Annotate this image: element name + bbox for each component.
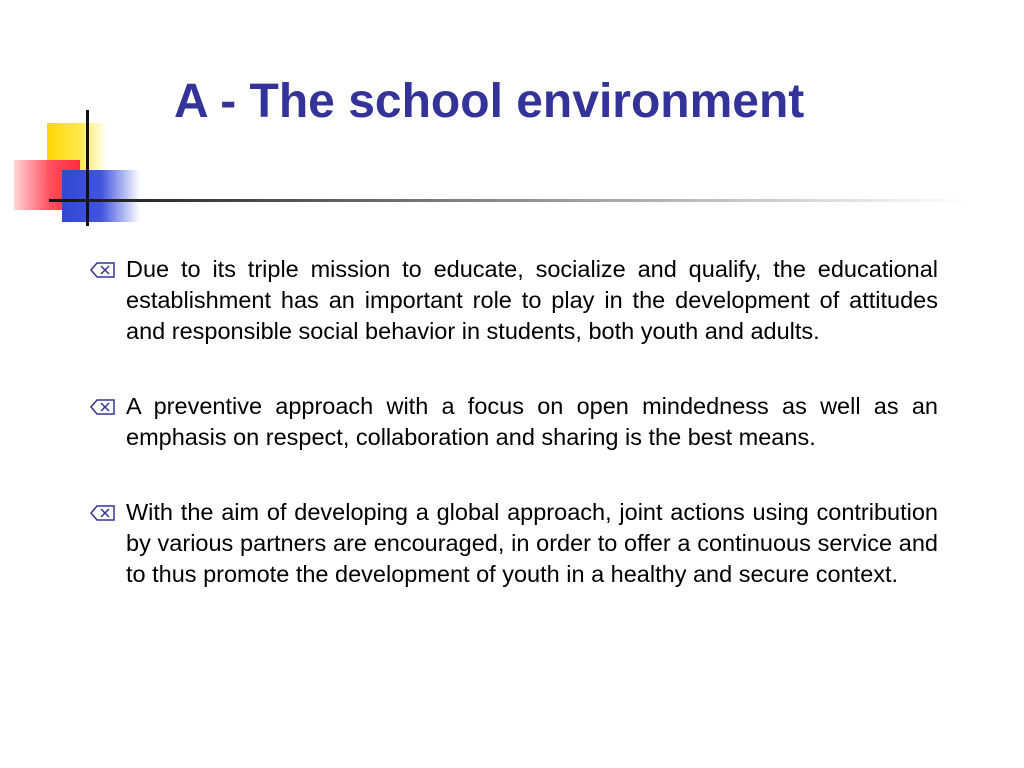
boxed-x-arrow-icon	[90, 497, 126, 521]
bullet-item	[90, 391, 938, 453]
bullet-item	[90, 497, 938, 590]
boxed-x-arrow-icon	[90, 254, 126, 278]
boxed-x-arrow-icon	[90, 391, 126, 415]
bullet-text: With the aim of developing a global approach, joint actions using contribution by various partners are encouraged, in order to offer a continuous service and to thus promote the development of youth in a healthy and secure context.	[126, 499, 938, 587]
bullet-item	[90, 254, 938, 347]
logo-vertical-line	[86, 110, 89, 226]
bullet-text: Due to its triple mission to educate, socialize and qualify, the educational establishment has an important role to play in the development of attitudes and responsible social behavior in students, both youth and adults.	[126, 256, 938, 344]
bullet-text: A preventive approach with a focus on open mindedness as well as an emphasis on respect, collaboration and sharing is the best means.	[126, 393, 938, 450]
bullet-list	[90, 254, 938, 590]
slide-title: A - The school environment	[174, 75, 805, 128]
logo-blue-square	[62, 170, 140, 222]
title-divider-line	[49, 199, 969, 202]
